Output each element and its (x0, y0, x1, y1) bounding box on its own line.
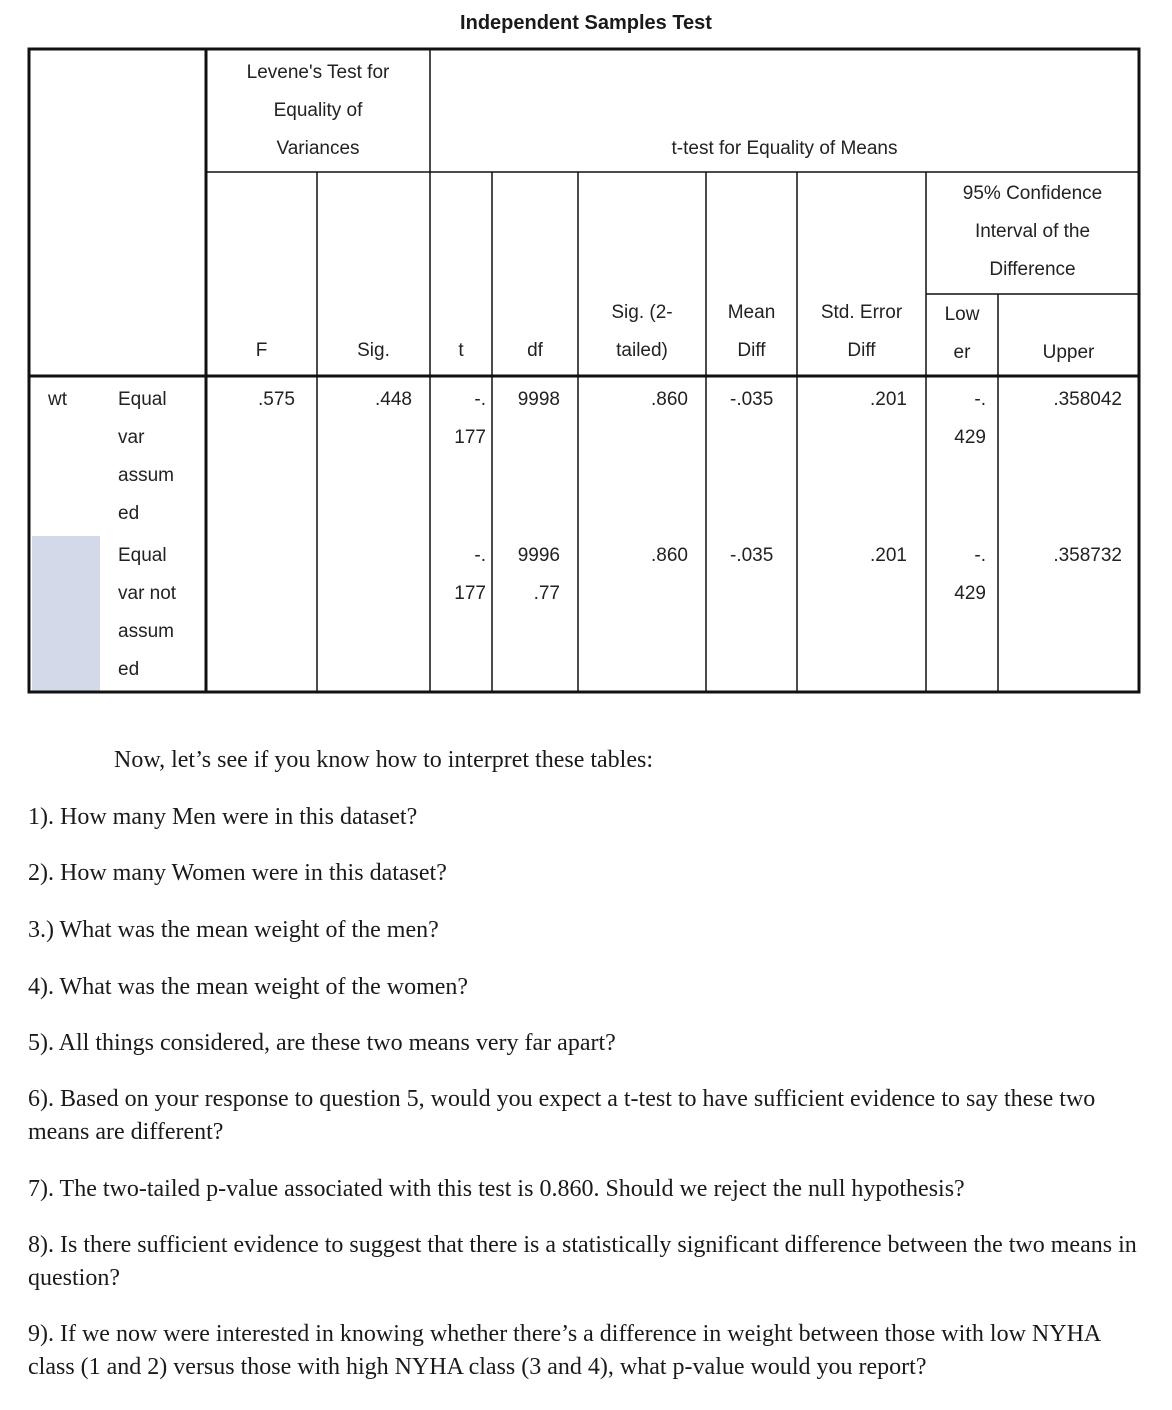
intro-text: Now, let’s see if you know how to interpret these tables: (114, 747, 653, 773)
cell-sig2: .860 (651, 545, 688, 566)
question-5: 5). All things considered, are these two means very far apart? (28, 1030, 616, 1056)
col-t: t (458, 340, 464, 361)
row-label: Equal var not assum ed (118, 545, 177, 680)
col-lower: Low er (944, 304, 980, 363)
cell-df: 9996 .77 (517, 545, 560, 604)
question-7: 7). The two-tailed p-value associated with this test is 0.860. Should we reject the null hypothesis? (28, 1176, 965, 1202)
ttest-header: t-test for Equality of Means (671, 138, 898, 159)
question-9: 9). If we now were interested in knowing whether there’s a difference in weight between those with low NYHA class (1 and 2) versus those with high NYHA class (3 and 4), what p-value would you report? (28, 1321, 1100, 1380)
independent-samples-table (0, 0, 1172, 700)
question-3: 3.) What was the mean weight of the men? (28, 917, 439, 943)
col-sig: Sig. (357, 340, 390, 361)
cell-sig2: .860 (651, 389, 688, 410)
cell-t: -. 177 (454, 389, 486, 448)
question-1: 1). How many Men were in this dataset? (28, 804, 418, 830)
cell-lower: -. 429 (954, 389, 986, 448)
col-std-error-diff: Std. Error Diff (820, 302, 903, 361)
col-sig-2-tailed: Sig. (2- tailed) (611, 302, 673, 361)
col-upper: Upper (1042, 342, 1095, 363)
col-f: F (255, 340, 268, 361)
table-title: Independent Samples Test (460, 12, 712, 34)
levene-header: Levene's Test for Equality of Variances (246, 62, 390, 159)
question-8: 8). Is there sufficient evidence to suggest that there is a statistically significant difference between the two means in question? (28, 1232, 1137, 1291)
cell-upper: .358732 (1053, 545, 1122, 566)
col-df: df (527, 340, 543, 361)
var-label: wt (48, 389, 67, 410)
question-2: 2). How many Women were in this dataset? (28, 860, 447, 886)
cell-mean-diff: -.035 (730, 545, 774, 566)
col-mean-diff: Mean Diff (727, 302, 776, 361)
ci-header: 95% Confidence Interval of the Difference (962, 183, 1103, 280)
cell-sig: .448 (375, 389, 412, 410)
cell-t: -. 177 (454, 545, 486, 604)
cell-lower: -. 429 (954, 545, 986, 604)
cell-mean-diff: -.035 (730, 389, 774, 410)
cell-std-error: .201 (870, 545, 907, 566)
cell-f: .575 (258, 389, 295, 410)
cell-df: 9998 (517, 389, 560, 410)
question-6: 6). Based on your response to question 5, would you expect a t-test to have sufficient evidence to say these two means are different? (28, 1086, 1096, 1145)
row-label: Equal var assum ed (118, 389, 174, 524)
cell-upper: .358042 (1053, 389, 1122, 410)
cell-std-error: .201 (870, 389, 907, 410)
question-4: 4). What was the mean weight of the women? (28, 974, 469, 1000)
